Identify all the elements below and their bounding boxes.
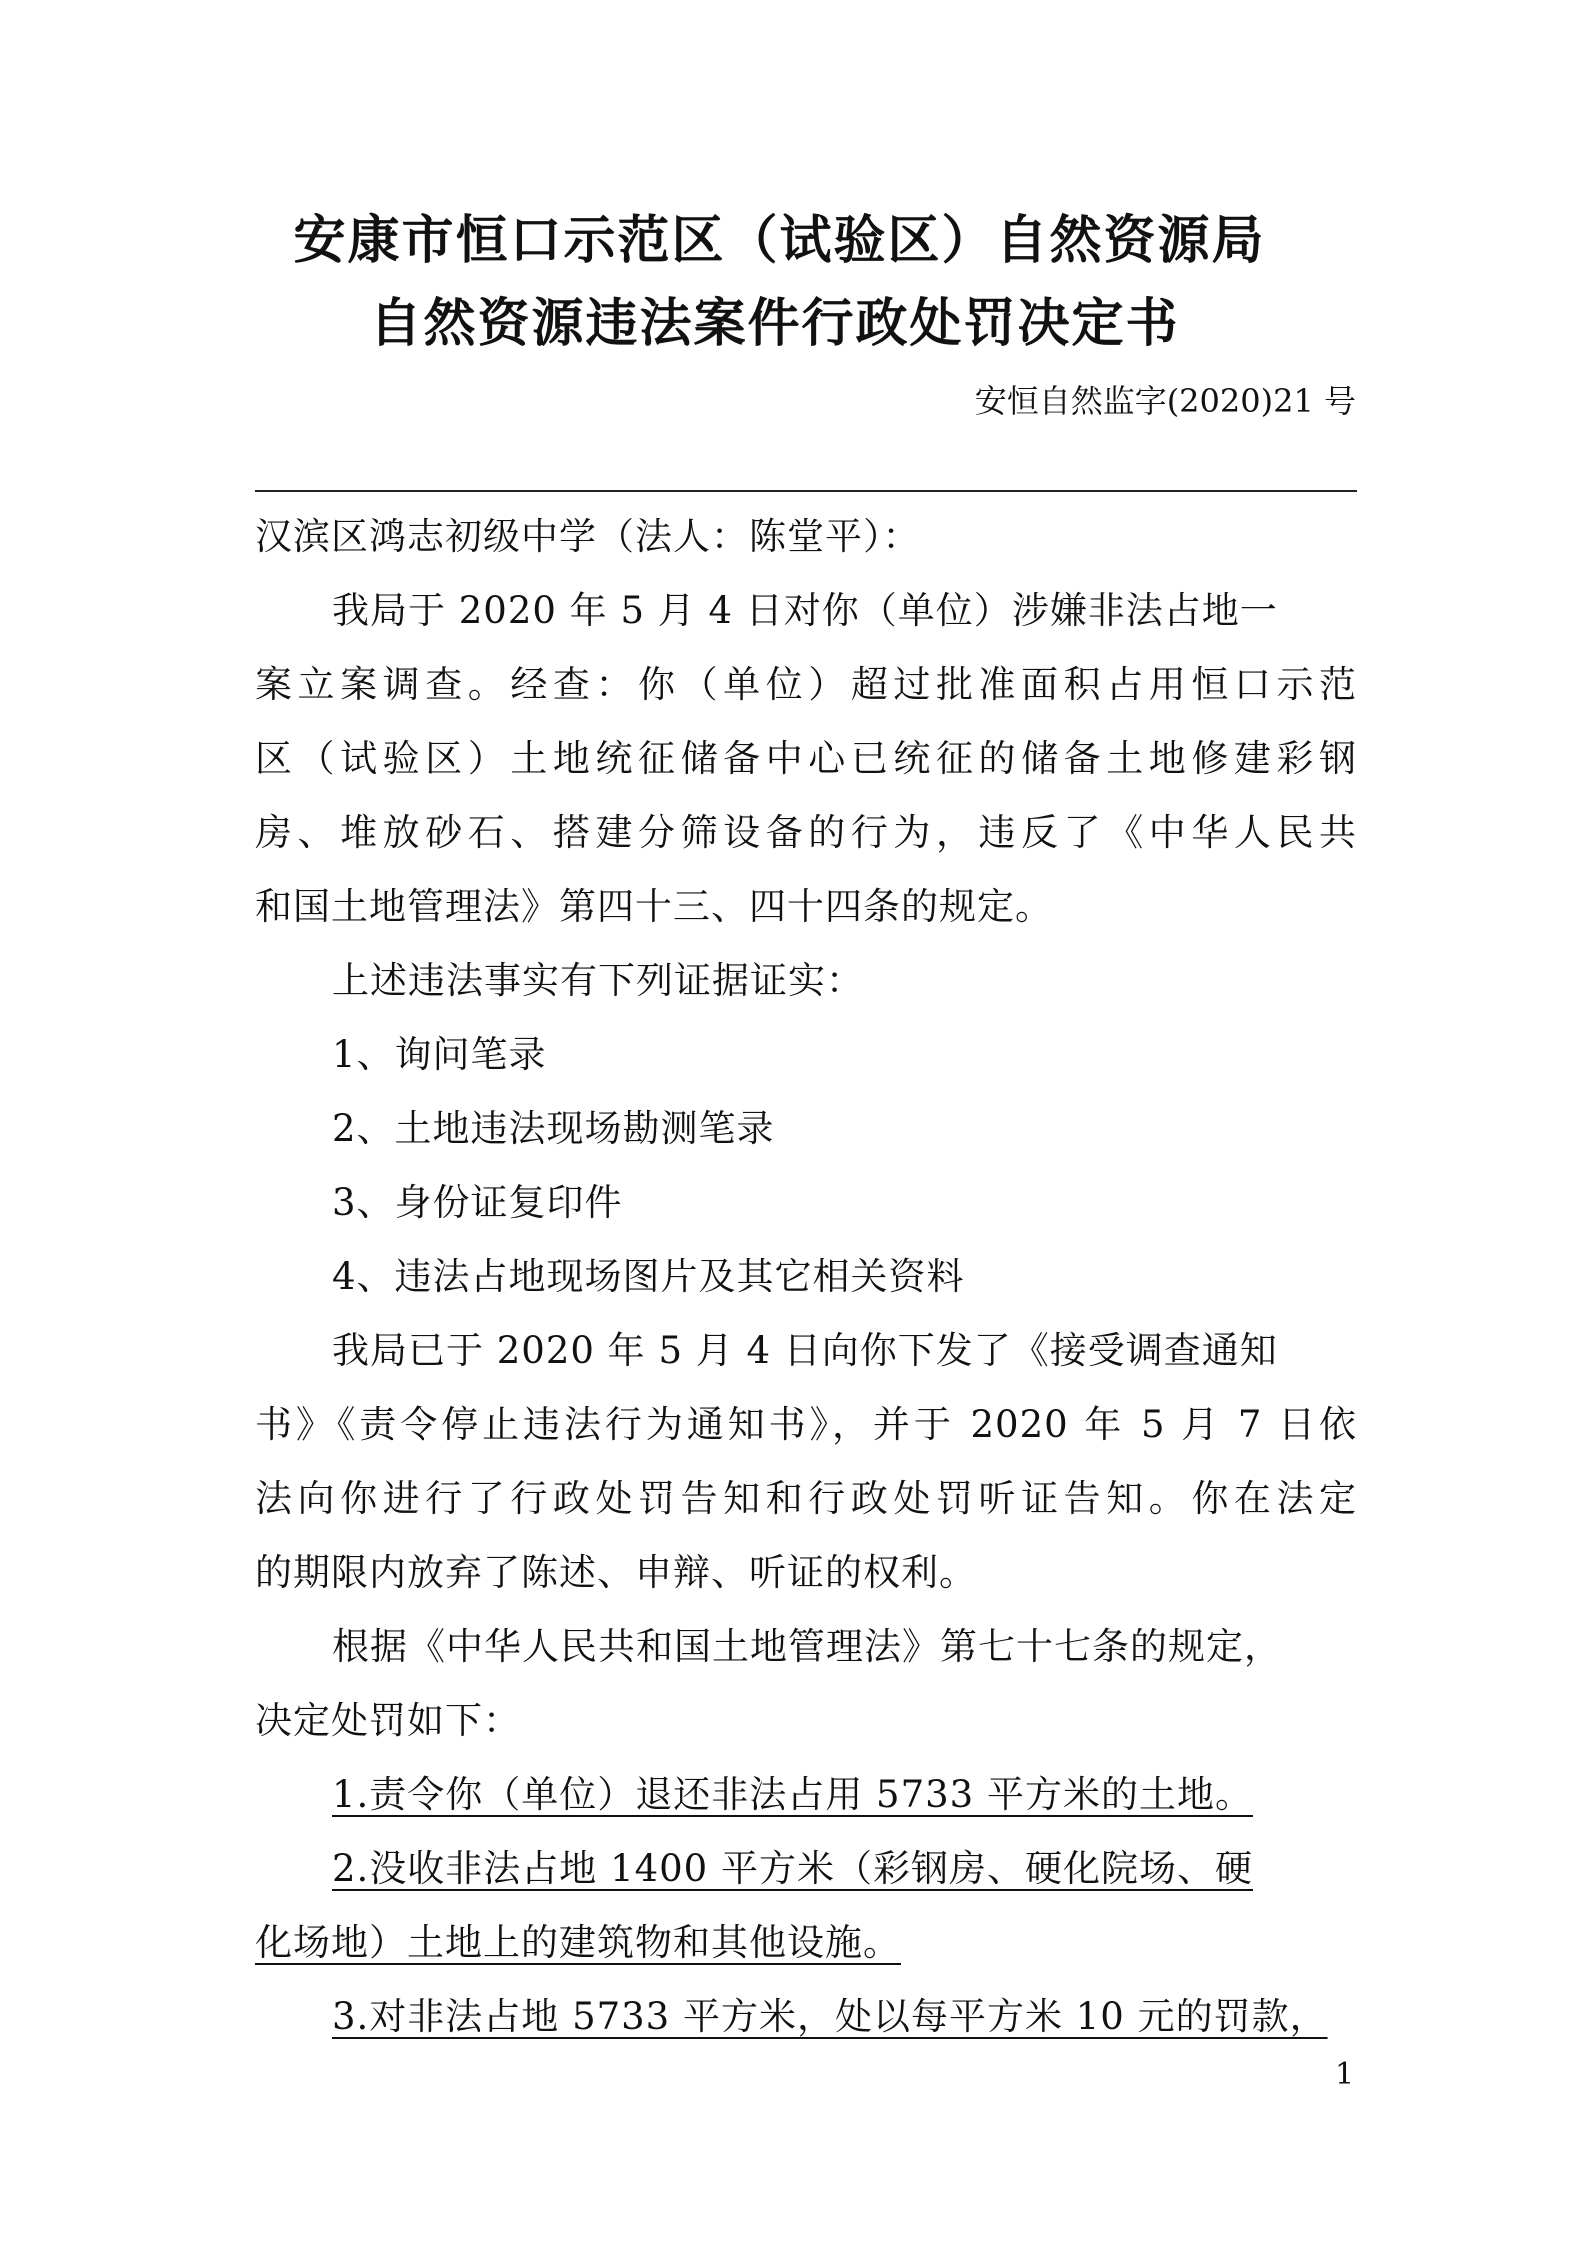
evidence-item: 3、身份证复印件 xyxy=(332,1181,623,1224)
evidence-item: 2、土地违法现场勘测笔录 xyxy=(332,1107,775,1150)
document-number: 安恒自然监字(2020)21 号 xyxy=(974,382,1356,420)
paragraph-line: 决定处罚如下： xyxy=(255,1699,521,1742)
page-number: 1 xyxy=(1335,2057,1355,2092)
evidence-item: 4、违法占地现场图片及其它相关资料 xyxy=(332,1255,965,1298)
paragraph-line: 房、堆放砂石、搭建分筛设备的行为，违反了《中华人民共 xyxy=(255,811,1357,854)
decision-item: 1.责令你（单位）退还非法占用 5733 平方米的土地。 xyxy=(332,1773,1253,1816)
addressee: 汉滨区鸿志初级中学（法人：陈堂平）： xyxy=(255,515,921,558)
paragraph-line: 案立案调查。经查：你（单位）超过批准面积占用恒口示范 xyxy=(255,663,1357,706)
decision-item: 化场地）土地上的建筑物和其他设施。 xyxy=(255,1921,901,1964)
paragraph-line: 法向你进行了行政处罚告知和行政处罚听证告知。你在法定 xyxy=(255,1477,1357,1520)
paragraph-line: 书》《责令停止违法行为通知书》，并于 2020 年 5 月 7 日依 xyxy=(255,1403,1357,1446)
evidence-intro: 上述违法事实有下列证据证实： xyxy=(332,959,864,1002)
paragraph-line: 根据《中华人民共和国土地管理法》第七十七条的规定， xyxy=(332,1625,1282,1668)
decision-item: 3.对非法占地 5733 平方米，处以每平方米 10 元的罚款， xyxy=(332,1995,1328,2038)
decision-item: 2.没收非法占地 1400 平方米（彩钢房、硬化院场、硬 xyxy=(332,1847,1253,1890)
paragraph-line: 我局已于 2020 年 5 月 4 日向你下发了《接受调查通知 xyxy=(332,1329,1278,1372)
paragraph-line: 的期限内放弃了陈述、申辩、听证的权利。 xyxy=(255,1551,977,1594)
title-line-1: 安康市恒口示范区（试验区）自然资源局 xyxy=(293,211,1266,271)
paragraph-line: 和国土地管理法》第四十三、四十四条的规定。 xyxy=(255,885,1053,928)
title-line-2: 自然资源违法案件行政处罚决定书 xyxy=(369,294,1180,354)
paragraph-line: 区（试验区）土地统征储备中心已统征的储备土地修建彩钢 xyxy=(255,737,1357,780)
paragraph-line: 我局于 2020 年 5 月 4 日对你（单位）涉嫌非法占地一 xyxy=(332,589,1278,632)
evidence-item: 1、询问笔录 xyxy=(332,1033,547,1076)
header-divider xyxy=(255,490,1357,492)
